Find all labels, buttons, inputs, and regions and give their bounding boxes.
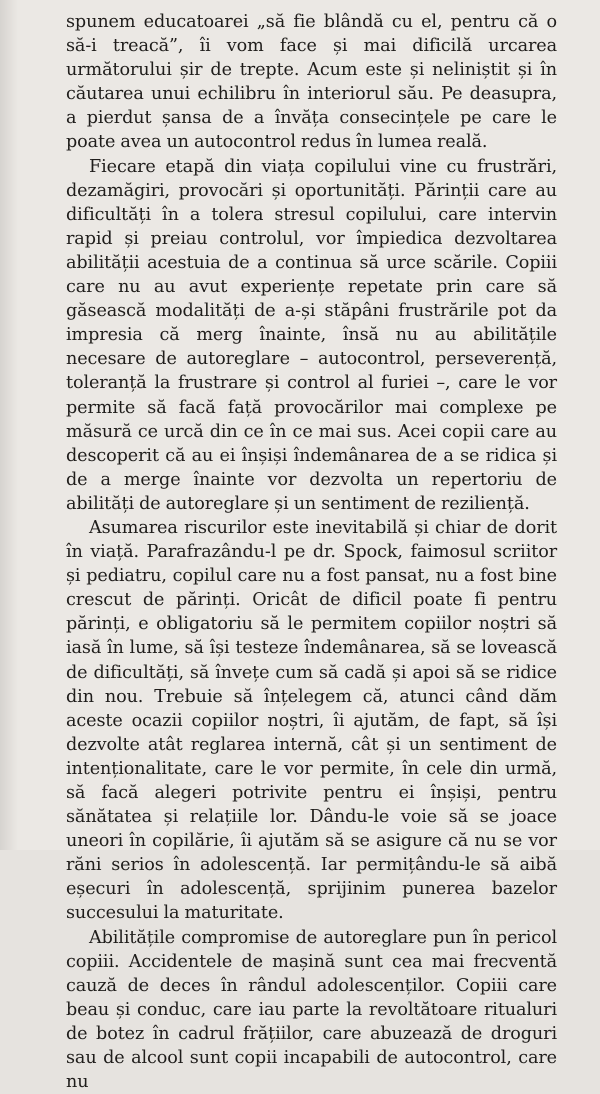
paragraph-2: Fiecare etapă din viața copilului vine cu frustrări, dezamăgiri, provocări și oportunități. Părinții care au dificultăți în a tolera stresul copilului, care intervin rapid și preiau controlul, vor împiedica dezvoltarea abilității acestuia de a continua să urce scările. Copiii care nu au avut experiențe repetate prin care să găsească modalități de a-și stăpâni frustrările pot da impresia că merg înainte, însă nu au abilitățile necesare de autoreglare – autocontrol, perseverență, toleranță la frustrare și control al furiei –, care le vor permite să facă față provocărilor mai complexe pe măsură ce urcă din ce în ce mai sus. Acei copii care au descoperit că au ei înșiși îndemânarea de a se ridica și de a merge înainte vor dezvolta un repertoriu de abilități de autoreglare și un sentiment de reziliență. [66,156,557,514]
paragraph-1: spunem educatoarei „să fie blândă cu el, pentru că o să-i treacă”, îi vom face și mai dificilă urcarea următorului șir de trepte. Acum este și neliniștit și în căutarea unui echilibru în interiorul său. Pe deasupra, a pierdut șansa de a învăța consecințele pe care le poate avea un autocontrol redus în lumea reală. [66,12,557,153]
paragraph-4: Abilitățile compromise de autoreglare pun în pericol copiii. Accidentele de mașină sunt cea mai frecventă cauză de deces în rândul adolescenților. Copiii care beau și conduc, care iau parte la revoltătoare ritualuri de botez în cadrul frățiilor, care abuzează de droguri sau de alcool sunt copii incapabili de autocontrol, care nu [66,927,557,1093]
paragraph-3: Asumarea riscurilor este inevitabilă și chiar de dorit în viață. Parafrazându-l pe dr. Spock, faimosul scriitor și pediatru, copilul care nu a fost pansat, nu a fost bine crescut de părinți. Oricât de dificil poate fi pentru părinți, e obligatoriu să le permitem copiilor noștri să iasă în lume, să își testeze îndemânarea, să se lovească de dificultăți, să învețe cum să cadă și apoi să se ridice din nou. Trebuie să înțelegem că, atunci când dăm aceste ocazii copiilor noștri, îi ajutăm, de fapt, să își dezvolte atât reglarea internă, cât și un sentiment de intenționalitate, care le vor permite, în cele din urmă, să facă alegeri potrivite pentru ei înșiși, pentru sănătatea și relațiile lor. Dându-le voie să se joace uneori în copilărie, îi ajutăm să se asigure că nu se vor răni serios în adolescență. Iar permițându-le să aibă eșecuri în adolescență, sprijinim punerea bazelor succesului la maturitate. [66,517,557,924]
